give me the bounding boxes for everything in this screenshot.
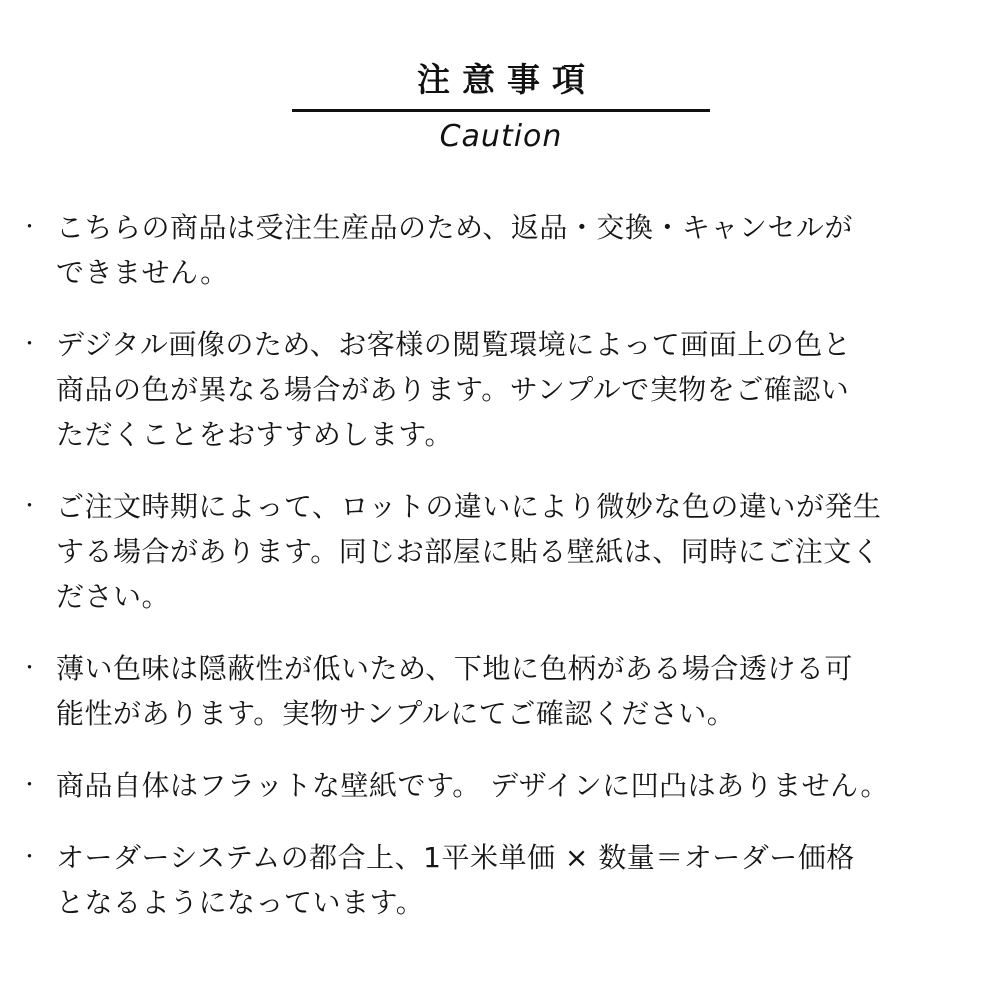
bullet-marker: ・ — [20, 215, 40, 238]
caution-item-text — [56, 205, 982, 295]
caution-item-text — [56, 646, 982, 736]
caution-line: オーダーシステムの都合上、1平米単価 × 数量＝オーダー価格 — [56, 840, 855, 874]
caution-item-lot-difference — [20, 484, 982, 619]
caution-line: こちらの商品は受注生産品のため、返品・交換・キャンセルが — [56, 210, 853, 244]
caution-item-text — [56, 835, 982, 925]
caution-item-text — [56, 484, 982, 619]
caution-list — [20, 205, 982, 925]
caution-line: する場合があります。同じお部屋に貼る壁紙は、同時にご注文く — [56, 534, 881, 568]
caution-line: 商品の色が異なる場合があります。サンプルで実物をご確認い — [56, 372, 850, 406]
caution-line: ご注文時期によって、ロットの違いにより微妙な色の違いが発生 — [56, 489, 882, 523]
title-divider — [292, 109, 710, 112]
bullet-marker: ・ — [20, 773, 40, 796]
bullet-marker: ・ — [20, 656, 40, 679]
caution-line: ださい。 — [56, 579, 171, 613]
caution-item-transparency — [20, 646, 982, 736]
caution-item-digital-color — [20, 322, 982, 457]
caution-item-flat-design — [20, 763, 982, 808]
caution-line: ただくことをおすすめします。 — [56, 417, 454, 451]
page-subtitle: Caution — [439, 118, 563, 154]
page-title: 注意事項 — [417, 60, 597, 99]
caution-item-text — [56, 763, 982, 808]
bullet-marker: ・ — [20, 494, 40, 517]
caution-line: 薄い色味は隠蔽性が低いため、下地に色柄がある場合透ける可 — [56, 651, 853, 685]
caution-line: できません。 — [56, 255, 229, 289]
bullet-marker: ・ — [20, 332, 40, 355]
caution-item-return-policy — [20, 205, 982, 295]
caution-item-text — [56, 322, 982, 457]
caution-line: 商品自体はフラットな壁紙です。 デザインに凹凸はありません。 — [56, 768, 889, 802]
caution-line: 能性があります。実物サンプルにてご確認ください。 — [56, 696, 736, 730]
page-header — [20, 60, 982, 155]
caution-item-order-system — [20, 835, 982, 925]
bullet-marker: ・ — [20, 845, 40, 868]
caution-line: デジタル画像のため、お客様の閲覧環境によって画面上の色と — [56, 327, 852, 361]
caution-line: となるようになっています。 — [56, 885, 425, 919]
